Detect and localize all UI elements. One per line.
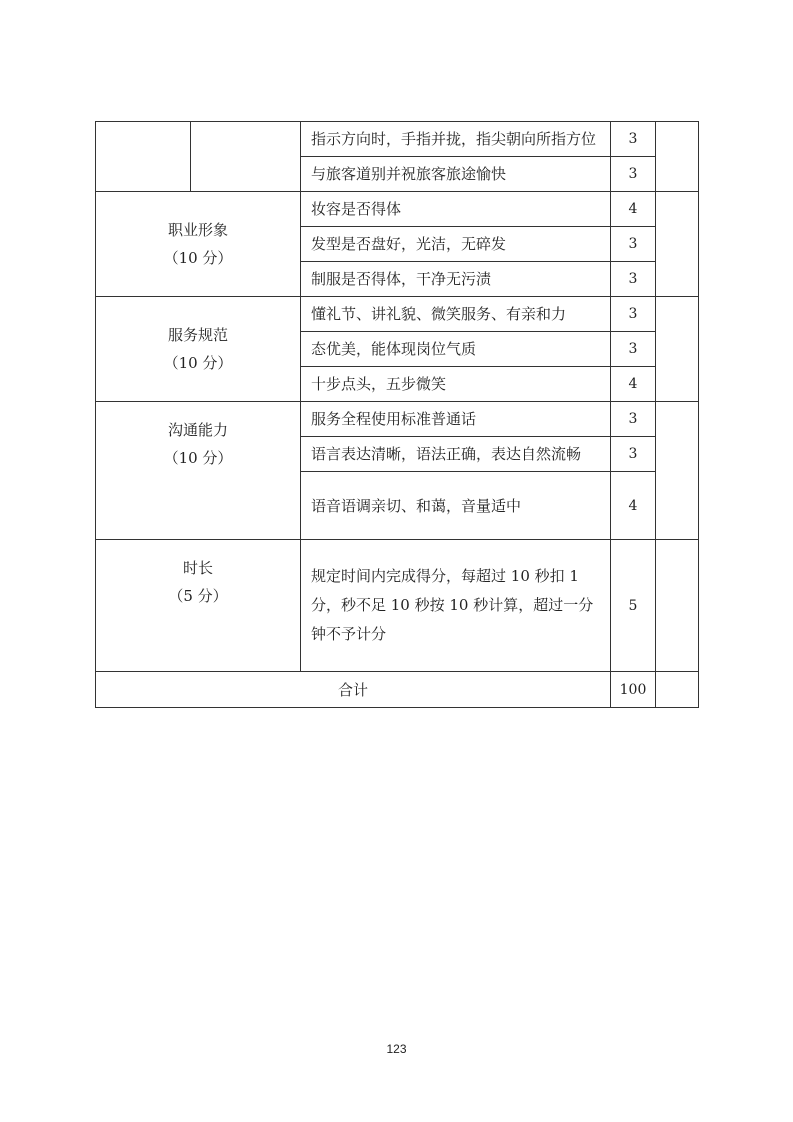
criterion-cell: 态优美，能体现岗位气质 [301, 332, 611, 367]
category-score: （10 分） [163, 249, 233, 267]
criterion-cell: 语音语调亲切、和蔼，音量适中 [301, 472, 611, 540]
criterion-cell: 懂礼节、讲礼貌、微笑服务、有亲和力 [301, 297, 611, 332]
category-name: 服务规范 [167, 326, 228, 344]
points-cell: 3 [611, 122, 656, 157]
criterion-cell: 规定时间内完成得分，每超过 10 秒扣 1 分，秒不足 10 秒按 10 秒计算，超过一分钟不予计分 [301, 540, 611, 672]
criterion-cell: 服务全程使用标准普通话 [301, 402, 611, 437]
points-cell: 4 [611, 192, 656, 227]
category-name: 沟通能力 [167, 421, 228, 439]
points-cell: 3 [611, 332, 656, 367]
criterion-cell: 发型是否盘好，光洁，无碎发 [301, 227, 611, 262]
table-row [96, 402, 699, 437]
category-cell [96, 297, 301, 402]
criterion-cell: 语言表达清晰，语法正确，表达自然流畅 [301, 437, 611, 472]
category-cell-empty [96, 122, 191, 192]
table-row [96, 297, 699, 332]
score-entry-cell[interactable] [656, 192, 699, 297]
criterion-cell: 十步点头，五步微笑 [301, 367, 611, 402]
points-cell: 3 [611, 297, 656, 332]
scoring-table [95, 121, 699, 708]
category-cell [96, 192, 301, 297]
criterion-cell: 妆容是否得体 [301, 192, 611, 227]
points-cell: 3 [611, 402, 656, 437]
table-row [96, 122, 699, 157]
table-row [96, 192, 699, 227]
subcategory-cell-empty [191, 122, 301, 192]
category-score: （10 分） [163, 449, 233, 467]
total-row [96, 672, 699, 708]
category-cell [96, 402, 301, 540]
points-cell: 4 [611, 367, 656, 402]
points-cell: 3 [611, 227, 656, 262]
category-name: 时长 [182, 559, 213, 577]
category-score: （5 分） [168, 587, 228, 605]
table-row [96, 540, 699, 672]
criterion-cell: 指示方向时，手指并拢，指尖朝向所指方位 [301, 122, 611, 157]
category-cell [96, 540, 301, 672]
page-number: 123 [386, 1042, 407, 1056]
total-points: 100 [611, 672, 656, 708]
score-entry-cell[interactable] [656, 402, 699, 540]
score-entry-cell[interactable] [656, 122, 699, 192]
points-cell: 3 [611, 437, 656, 472]
total-score-entry-cell[interactable] [656, 672, 699, 708]
points-cell: 5 [611, 540, 656, 672]
total-label: 合计 [96, 672, 611, 708]
criterion-cell: 制服是否得体，干净无污渍 [301, 262, 611, 297]
score-entry-cell[interactable] [656, 297, 699, 402]
criterion-cell: 与旅客道别并祝旅客旅途愉快 [301, 157, 611, 192]
category-name: 职业形象 [167, 221, 228, 239]
points-cell: 3 [611, 157, 656, 192]
points-cell: 4 [611, 472, 656, 540]
category-score: （10 分） [163, 354, 233, 372]
score-entry-cell[interactable] [656, 540, 699, 672]
points-cell: 3 [611, 262, 656, 297]
